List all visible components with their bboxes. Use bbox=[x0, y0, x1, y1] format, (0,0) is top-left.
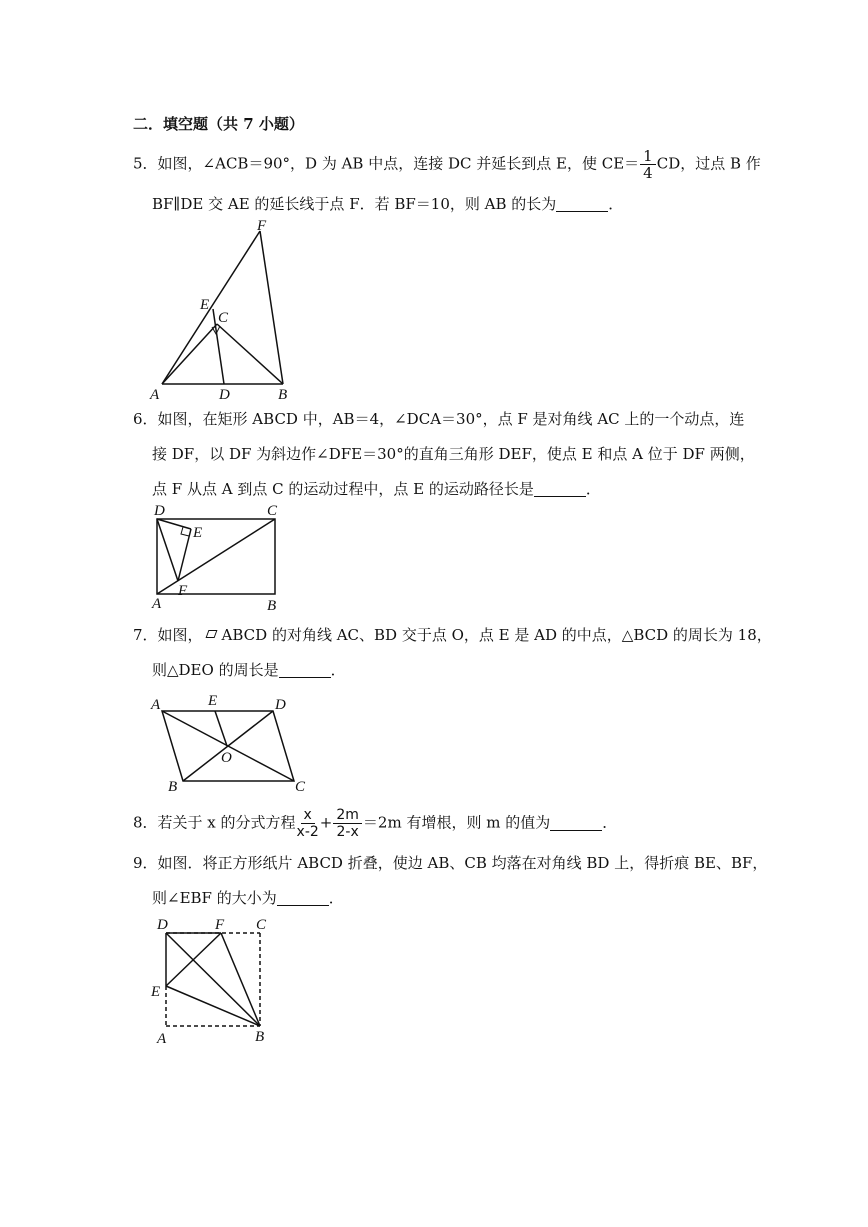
q8-f2-den: 2-x bbox=[336, 824, 359, 840]
q7-line1 bbox=[133, 624, 772, 645]
q5-label-a: A bbox=[150, 387, 160, 403]
q9-label-d: D bbox=[157, 917, 168, 933]
q9-figure bbox=[145, 912, 275, 1047]
q7-figure bbox=[145, 690, 315, 800]
q6-label-e: E bbox=[193, 525, 203, 541]
q9-line1: 9．如图．将正方形纸片 ABCD 折叠，使边 AB、CB 均落在对角线 BD 上，得折痕 BE、BF， bbox=[133, 854, 768, 872]
q8-answer-blank[interactable] bbox=[550, 816, 602, 831]
q7-label-o: O bbox=[221, 750, 232, 766]
q9-label-a: A bbox=[157, 1031, 167, 1047]
q5-line2 bbox=[152, 193, 623, 214]
q9-end: ． bbox=[328, 889, 344, 907]
parallelogram-icon bbox=[205, 630, 217, 638]
q9-text: 则∠EBF 的大小为 bbox=[152, 889, 277, 907]
q8-f1-num: x bbox=[301, 807, 315, 824]
q9-answer-blank[interactable] bbox=[277, 891, 329, 906]
q8-f1-den: x-2 bbox=[296, 824, 319, 840]
q6-label-b: B bbox=[267, 598, 277, 614]
q5-text-b: CD，过点 B 作 bbox=[656, 154, 761, 173]
q5-line1 bbox=[133, 148, 761, 181]
q6-line1: 6．如图，在矩形 ABCD 中，AB＝4，∠DCA＝30°，点 F 是对角线 AC 上的一个动点，连 bbox=[133, 410, 745, 428]
q8-plus: + bbox=[319, 813, 333, 832]
q6-line3 bbox=[152, 478, 601, 499]
q5-answer-blank[interactable] bbox=[556, 197, 608, 212]
q8-end: ． bbox=[602, 813, 618, 832]
q5-fraction bbox=[640, 148, 656, 181]
q5-label-c: C bbox=[218, 310, 229, 326]
q6-label-c: C bbox=[267, 503, 278, 519]
q7-end: ． bbox=[330, 661, 346, 679]
q6-end: ． bbox=[585, 480, 601, 498]
q9-label-c: C bbox=[256, 917, 267, 933]
q7-text-b: ABCD 的对角线 AC、BD 交于点 O，点 E 是 AD 的中点，△BCD 的周长为 18， bbox=[221, 626, 772, 644]
q5-end: ． bbox=[608, 195, 624, 213]
q7-text-c: 则△DEO 的周长是 bbox=[152, 661, 279, 679]
q7-label-e: E bbox=[208, 693, 218, 709]
q9-line2 bbox=[152, 887, 344, 908]
section-title: 二．填空题（共 7 小题） bbox=[133, 115, 304, 133]
q5-figure bbox=[140, 215, 300, 405]
q8-f2-num: 2m bbox=[333, 807, 362, 824]
q6-line2: 接 DF，以 DF 为斜边作∠DFE＝30°的直角三角形 DEF，使点 E 和点 A 位于 DF 两侧， bbox=[152, 445, 755, 463]
q8-text-a: 8．若关于 x 的分式方程 bbox=[133, 813, 296, 832]
q5-label-b: B bbox=[278, 387, 288, 403]
q7-label-c: C bbox=[295, 779, 306, 795]
q9-label-b: B bbox=[255, 1029, 265, 1045]
q5-label-f: F bbox=[257, 218, 267, 234]
q8-text-b: ＝2m 有增根，则 m 的值为 bbox=[362, 813, 551, 832]
q6-figure bbox=[145, 500, 290, 615]
q8-fraction-2 bbox=[333, 807, 362, 840]
q6-label-a: A bbox=[152, 596, 162, 612]
q5-frac-num: 1 bbox=[640, 148, 656, 165]
q5-text-c: BF∥DE 交 AE 的延长线于点 F．若 BF＝10，则 AB 的长为 bbox=[152, 195, 557, 213]
q8-line bbox=[133, 807, 617, 840]
q6-text: 点 F 从点 A 到点 C 的运动过程中，点 E 的运动路径长是 bbox=[152, 480, 534, 498]
q7-label-d: D bbox=[275, 697, 286, 713]
q9-label-e: E bbox=[151, 984, 161, 1000]
q5-frac-den: 4 bbox=[643, 164, 653, 182]
q5-label-e: E bbox=[200, 297, 210, 313]
q9-label-f: F bbox=[215, 917, 225, 933]
q8-fraction-1 bbox=[297, 807, 319, 840]
q6-label-f: F bbox=[178, 583, 188, 599]
q7-label-a: A bbox=[151, 697, 161, 713]
q7-label-b: B bbox=[168, 779, 178, 795]
q5-label-d: D bbox=[219, 387, 230, 403]
q7-answer-blank[interactable] bbox=[279, 663, 331, 678]
q7-text-a: 7．如图， bbox=[133, 626, 203, 644]
q6-answer-blank[interactable] bbox=[534, 482, 586, 497]
q5-text-a: 5．如图，∠ACB＝90°，D 为 AB 中点，连接 DC 并延长到点 E，使 CE＝ bbox=[133, 154, 640, 173]
q7-line2 bbox=[152, 659, 346, 680]
q6-label-d: D bbox=[154, 503, 165, 519]
